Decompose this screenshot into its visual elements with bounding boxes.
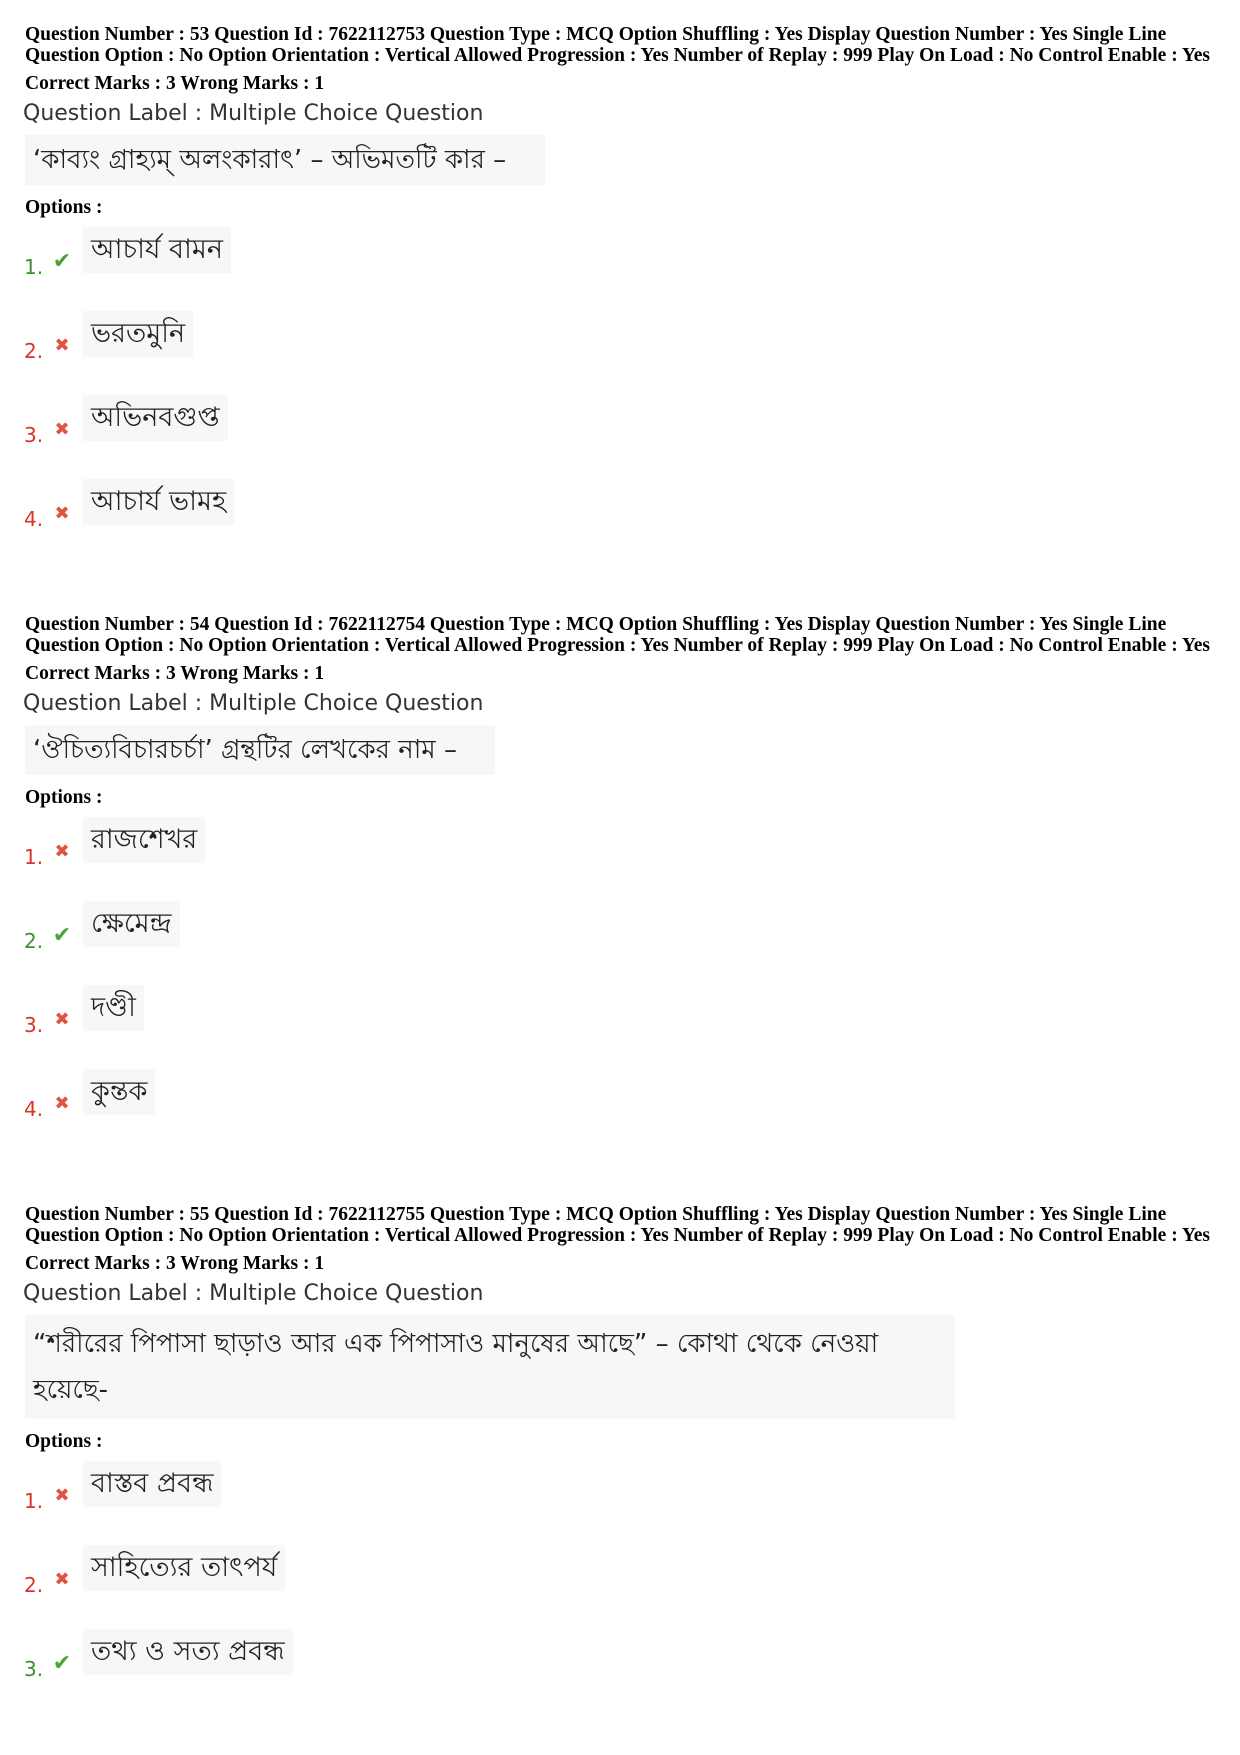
option-text: কুন্তক	[83, 1069, 155, 1115]
option-text: দণ্ডী	[83, 985, 144, 1031]
option-1[interactable]	[25, 227, 1220, 311]
options-heading: Options :	[25, 197, 103, 218]
options-heading: Options :	[25, 787, 103, 808]
check-icon: ✔	[52, 249, 72, 274]
option-number: 3.	[24, 1657, 44, 1681]
question-text: ‘ঔচিত্যবিচারচর্চা’ গ্রন্থটির লেখকের নাম –	[25, 725, 495, 775]
option-number: 3.	[24, 1013, 44, 1037]
option-text: সাহিত্যের তাৎপর্য	[83, 1545, 285, 1591]
option-2[interactable]	[25, 1545, 1220, 1629]
check-icon: ✔	[52, 1651, 72, 1676]
question-label: Question Label : Multiple Choice Question	[23, 101, 484, 126]
option-text: ক্ষেমেন্দ্র	[83, 901, 180, 947]
question-text: ‘কাব্যং গ্রাহ্যম্ অলংকারাৎ’ – অভিমতটি কার –	[25, 135, 545, 185]
question-meta: Question Number : 54 Question Id : 7622112754 Question Type : MCQ Option Shuffling : Yes Display Question Number : Yes Single Line Question Option : No Option Orientation : Vertical Allowed Progression : Yes Number of Replay : 999 Play On Load : No Control Enable : Yes	[25, 614, 1211, 656]
option-text: ভরতমুনি	[83, 311, 193, 357]
cross-icon: ✖	[54, 503, 70, 524]
option-text: আচার্য বামন	[83, 227, 231, 273]
option-2[interactable]	[25, 901, 1220, 985]
option-text: তথ্য ও সত্য প্রবন্ধ	[83, 1629, 293, 1675]
option-text: অভিনবগুপ্ত	[83, 395, 228, 441]
cross-icon: ✖	[54, 419, 70, 440]
question-meta: Question Number : 55 Question Id : 7622112755 Question Type : MCQ Option Shuffling : Yes Display Question Number : Yes Single Line Question Option : No Option Orientation : Vertical Allowed Progression : Yes Number of Replay : 999 Play On Load : No Control Enable : Yes	[25, 1204, 1211, 1246]
option-number: 3.	[24, 423, 44, 447]
cross-icon: ✖	[54, 1569, 70, 1590]
cross-icon: ✖	[54, 1485, 70, 1506]
option-number: 2.	[24, 1573, 44, 1597]
option-4[interactable]	[25, 1069, 1220, 1153]
cross-icon: ✖	[54, 335, 70, 356]
question-label: Question Label : Multiple Choice Question	[23, 1281, 484, 1306]
option-number: 1.	[24, 1489, 44, 1513]
option-text: রাজশেখর	[83, 817, 205, 863]
question-marks: Correct Marks : 3 Wrong Marks : 1	[25, 73, 325, 94]
option-text: আচার্য ভামহ	[83, 479, 234, 525]
options-heading: Options :	[25, 1431, 103, 1452]
cross-icon: ✖	[54, 841, 70, 862]
option-2[interactable]	[25, 311, 1220, 395]
option-number: 2.	[24, 339, 44, 363]
check-icon: ✔	[52, 923, 72, 948]
option-3[interactable]	[25, 985, 1220, 1069]
option-1[interactable]	[25, 1461, 1220, 1545]
option-3[interactable]	[25, 1629, 1220, 1713]
question-block-53	[25, 24, 1220, 563]
option-1[interactable]	[25, 817, 1220, 901]
question-meta: Question Number : 53 Question Id : 7622112753 Question Type : MCQ Option Shuffling : Yes Display Question Number : Yes Single Line Question Option : No Option Orientation : Vertical Allowed Progression : Yes Number of Replay : 999 Play On Load : No Control Enable : Yes	[25, 24, 1211, 66]
option-4[interactable]	[25, 479, 1220, 563]
option-number: 2.	[24, 929, 44, 953]
option-number: 4.	[24, 507, 44, 531]
question-text: “শরীরের পিপাসা ছাড়াও আর এক পিপাসাও মানুষের আছে” – কোথা থেকে নেওয়া হয়েছে-	[25, 1315, 955, 1419]
cross-icon: ✖	[54, 1009, 70, 1030]
question-block-54	[25, 614, 1220, 1153]
cross-icon: ✖	[54, 1093, 70, 1114]
question-block-55	[25, 1204, 1220, 1713]
option-text: বাস্তব প্রবন্ধ	[83, 1461, 221, 1507]
option-number: 1.	[24, 845, 44, 869]
question-marks: Correct Marks : 3 Wrong Marks : 1	[25, 1253, 325, 1274]
question-label: Question Label : Multiple Choice Question	[23, 691, 484, 716]
option-number: 1.	[24, 255, 44, 279]
question-marks: Correct Marks : 3 Wrong Marks : 1	[25, 663, 325, 684]
option-3[interactable]	[25, 395, 1220, 479]
option-number: 4.	[24, 1097, 44, 1121]
